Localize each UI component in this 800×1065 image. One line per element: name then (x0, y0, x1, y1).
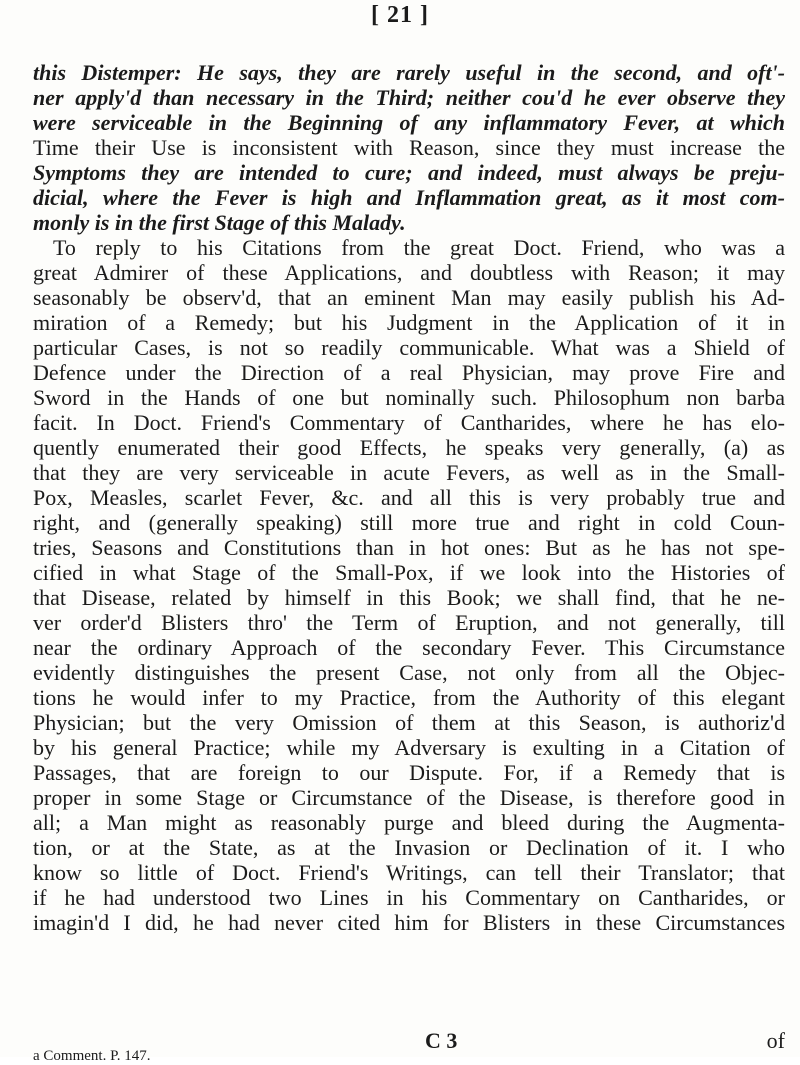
text-line: this Distemper: He says, they are rarely useful in the second, and oft'- (33, 60, 785, 85)
text-line: Defence under the Direction of a real Physician, may prove Fire and (33, 360, 785, 385)
text-line: near the ordinary Approach of the secondary Fever. This Circumstance (33, 635, 785, 660)
text-line: seasonably be observ'd, that an eminent Man may easily publish his Ad- (33, 285, 785, 310)
text-line: imagin'd I did, he had never cited him for Blisters in these Circumstances (33, 910, 785, 935)
catchword: of (766, 1028, 785, 1053)
text-line: proper in some Stage or Circumstance of the Disease, is therefore good in (33, 785, 785, 810)
signature-mark: C 3 (425, 1028, 458, 1053)
text-line: if he had understood two Lines in his Commentary on Cantharides, or (33, 885, 785, 910)
text-line: Sword in the Hands of one but nominally such. Philosophum non barba (33, 385, 785, 410)
text-line: ner apply'd than necessary in the Third; neither cou'd he ever observe they (33, 85, 785, 110)
text-line: monly is in the first Stage of this Malady. (33, 210, 406, 235)
text-line: Passages, that are foreign to our Dispute. For, if a Remedy that is (33, 760, 785, 785)
text-line: that they are very serviceable in acute Fevers, as well as in the Small- (33, 460, 785, 485)
footnote: a Comment. P. 147. (33, 1048, 151, 1064)
text-line: Pox, Measles, scarlet Fever, &c. and all this is very probably true and (33, 485, 785, 510)
text-line: tion, or at the State, as at the Invasion or Declination of it. I who (33, 835, 785, 860)
text-line: right, and (generally speaking) still more true and right in cold Coun- (33, 510, 785, 535)
text-line: Symptoms they are intended to cure; and indeed, must always be preju- (33, 160, 785, 185)
page-number: [ 21 ] (371, 2, 429, 28)
text-line: know so little of Doct. Friend's Writings, can tell their Translator; that (33, 860, 785, 885)
text-line: cified in what Stage of the Small-Pox, if we look into the Histories of (33, 560, 785, 585)
text-line: tions he would infer to my Practice, from the Authority of this elegant (33, 685, 785, 710)
text-line: particular Cases, is not so readily communicable. What was a Shield of (33, 335, 785, 360)
text-line: great Admirer of these Applications, and doubtless with Reason; it may (33, 260, 785, 285)
text-line: Physician; but the very Omission of them at this Season, is authoriz'd (33, 710, 785, 735)
text-line: by his general Practice; while my Adversary is exulting in a Citation of (33, 735, 785, 760)
text-line: Time their Use is inconsistent with Reason, since they must increase the (33, 135, 785, 160)
text-line: ver order'd Blisters thro' the Term of Eruption, and not generally, till (33, 610, 785, 635)
text-line: evidently distinguishes the present Case, not only from all the Objec- (33, 660, 785, 685)
text-line: miration of a Remedy; but his Judgment in the Application of it in (33, 310, 785, 335)
text-line: that Disease, related by himself in this Book; we shall find, that he ne- (33, 585, 785, 610)
text-line: were serviceable in the Beginning of any inflammatory Fever, at which (33, 110, 785, 135)
text-line: tries, Seasons and Constitutions than in hot ones: But as he has not spe- (33, 535, 785, 560)
text-line: quently enumerated their good Effects, he speaks very generally, (a) as (33, 435, 785, 460)
text-line: To reply to his Citations from the great Doct. Friend, who was a (53, 235, 785, 260)
text-line: all; a Man might as reasonably purge and bleed during the Augmenta- (33, 810, 785, 835)
text-line: dicial, where the Fever is high and Inflammation great, as it most com- (33, 185, 785, 210)
body-text (33, 60, 785, 935)
text-line: facit. In Doct. Friend's Commentary of Cantharides, where he has elo- (33, 410, 785, 435)
